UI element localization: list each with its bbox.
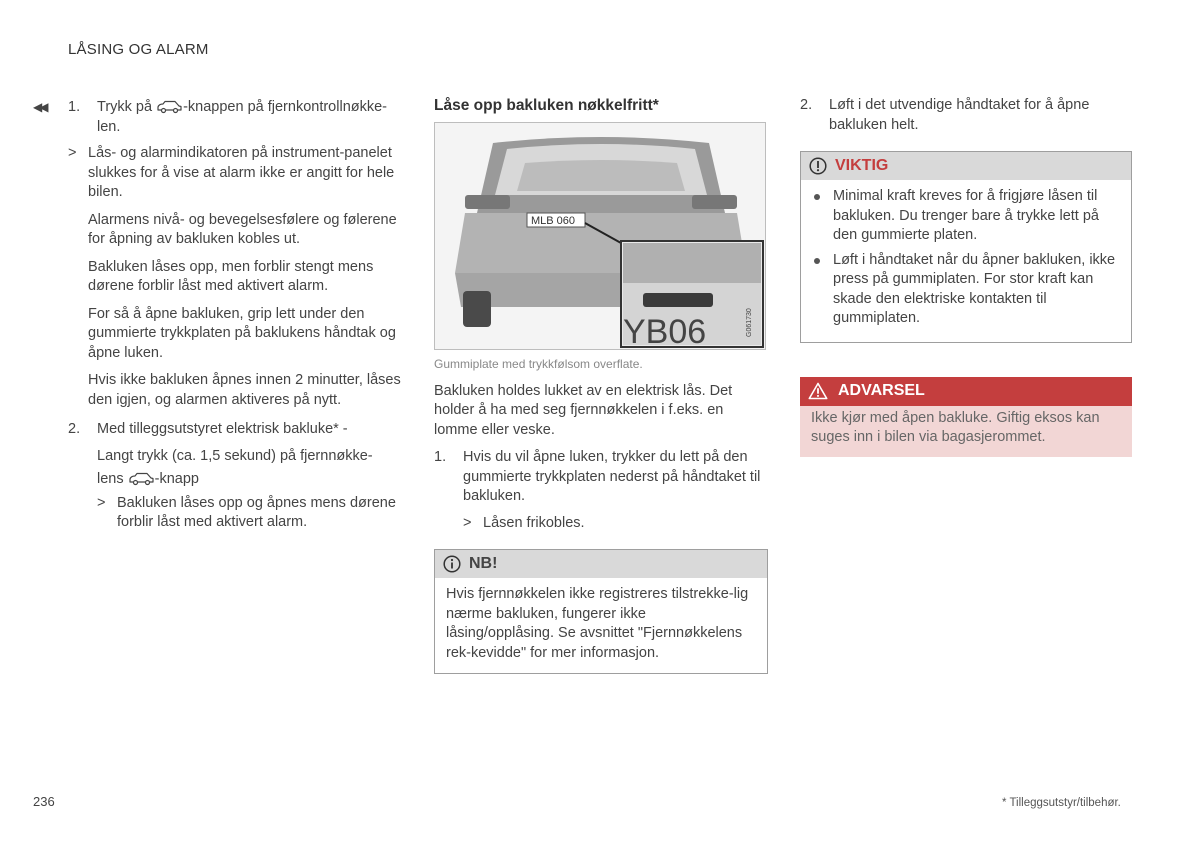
- column-right: [800, 96, 1132, 457]
- important-box-header: [801, 152, 1131, 180]
- important-box-title: VIKTIG: [835, 157, 889, 175]
- note-box-title: NB!: [469, 555, 498, 573]
- note-box: [434, 549, 768, 674]
- bullet-dot: [814, 258, 820, 264]
- warning-box-title: ADVARSEL: [838, 382, 925, 400]
- important-box-body: [801, 180, 1131, 342]
- result-text: Lås- og alarmindikatoren på instrument-panelet slukkes for å vise at alarm ikke er angitt for hele bilen.: [88, 145, 395, 200]
- step-text: Hvis du vil åpne luken, trykker du lett på den gummierte trykkplaten nederst på håndtaket til bakluken.: [463, 449, 761, 504]
- detail-line: Langt trykk (ca. 1,5 sekund) på fjernnøkke-: [97, 447, 373, 464]
- bullet-item: [812, 187, 1121, 246]
- result-text: Låsen frikobles.: [483, 514, 585, 531]
- car-tailgate-icon: [128, 472, 155, 486]
- paragraph: Hvis ikke bakluken åpnes innen 2 minutter, låses den igjen, og alarmen aktiveres på nytt.: [88, 372, 401, 408]
- step-number: 2.: [800, 97, 813, 113]
- bullet-text: Minimal kraft kreves for å frigjøre låsen til bakluken. Du trenger bare å trykke lett på den gummierte platen.: [833, 188, 1099, 243]
- step-2-detail: [68, 447, 408, 490]
- paragraph: Alarmens nivå- og bevegelsesfølere og følerene for åpning av bakluken kobles ut.: [88, 211, 397, 247]
- step-number: 2.: [68, 421, 81, 437]
- numbered-step-1: [68, 98, 408, 137]
- result-marker: >: [97, 494, 106, 511]
- paragraph: Bakluken holdes lukket av en elektrisk lås. Det holder å ha med seg fjernnøkkelen i f.eks. en lomme eller veske.: [434, 382, 733, 438]
- step-number: 1.: [68, 99, 81, 115]
- section-title: LÅSING OG ALARM: [68, 41, 209, 58]
- detail-text-post: -knapp: [154, 471, 199, 487]
- figure-caption: Gummiplate med trykkfølsom overflate.: [434, 356, 643, 371]
- numbered-step-1: [434, 448, 768, 507]
- step-text-post: -knappen på fjernkontrollnøkke-len.: [97, 99, 388, 135]
- result-text: Bakluken låses opp og åpnes mens dørene forblir låst med aktivert alarm.: [117, 494, 396, 530]
- heading: Låse opp bakluken nøkkelfritt*: [434, 97, 659, 114]
- bullet-dot: [814, 194, 820, 200]
- step-text: Med tilleggsutstyret elektrisk bakluke* -: [97, 421, 348, 437]
- continuation-arrows-icon: ◀◀: [33, 100, 46, 114]
- important-box: [800, 151, 1132, 343]
- result-line: [68, 144, 408, 203]
- tailgate-figure: [434, 122, 766, 350]
- zoom-plate-text: YB06: [623, 312, 707, 350]
- footnote: * Tilleggsutstyr/tilbehør.: [1002, 797, 1121, 809]
- numbered-step-2: [68, 420, 408, 440]
- step-text: Løft i det utvendige håndtaket for å åpne bakluken helt.: [829, 97, 1090, 133]
- warning-box-text: Ikke kjør med åpen bakluke. Giftig eksos kan suges inn i bilen via bagasjerommet.: [800, 406, 1132, 457]
- paragraph: For så å åpne bakluken, grip lett under den gummierte trykkplaten på baklukens håndtak og åpne luken.: [88, 305, 396, 361]
- numbered-step-2: [800, 96, 1132, 135]
- result-line: [97, 494, 408, 533]
- car-tailgate-icon: [156, 100, 183, 114]
- note-box-header: [435, 550, 767, 578]
- bullet-text: Løft i håndtaket når du åpner bakluken, ikke press på gummiplaten. For stor kraft kan skade den elektriske kontakten til gummiplaten.: [833, 251, 1116, 326]
- result-marker: >: [463, 514, 472, 531]
- column-middle: [434, 96, 768, 674]
- warning-triangle-icon: [808, 382, 828, 400]
- warning-box: [800, 377, 1132, 457]
- figure-code: G061730: [746, 307, 753, 337]
- result-line: [463, 514, 768, 534]
- paragraph: Bakluken låses opp, men forblir stengt mens dørene forblir låst med aktivert alarm.: [88, 258, 374, 294]
- page-number: 236: [33, 794, 55, 809]
- step-text-pre: Trykk på: [97, 99, 157, 115]
- info-icon: [443, 555, 461, 573]
- detail-text-pre: lens: [97, 471, 128, 487]
- warning-box-header: [800, 377, 1132, 406]
- detail-line: [97, 470, 408, 490]
- column-left: [68, 98, 408, 541]
- step-number: 1.: [434, 449, 447, 465]
- result-marker: >: [68, 145, 77, 161]
- note-box-text: Hvis fjernnøkkelen ikke registreres tilstrekke-lig nærme bakluken, fungerer ikke låsing/opplåsing. Se avsnittet "Fjernnøkkelens rek-kevidde" for mer informasjon.: [446, 586, 749, 661]
- bullet-item: [812, 251, 1121, 329]
- license-plate-text: MLB 060: [531, 214, 576, 227]
- exclamation-icon: [809, 157, 827, 175]
- car-rear-illustration: [435, 123, 766, 350]
